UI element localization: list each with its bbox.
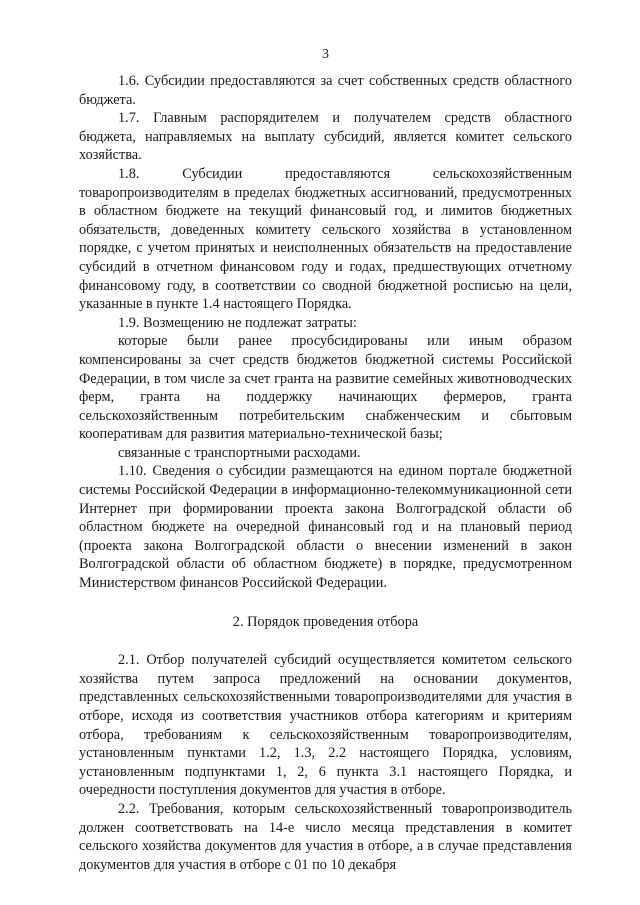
paragraph-group-section-2 [79,651,572,874]
paragraph-1-6: 1.6. Субсидии предоставляются за счет собственных средств областного бюджета. [79,73,572,108]
paragraph-1-9: 1.9. Возмещению не подлежат затраты: [118,314,357,331]
paragraph-1-9-item-2: связанные с транспортными расходами. [118,444,361,461]
paragraph-1-9-item-1: которые были ранее просубсидированы или иным образом компенсированы за счет средств бюджетов бюджетной системы Российской Федерации, в том числе за счет гранта на развитие семейных животноводческих ферм, гранта на поддержку начинающих фермеров, гранта сельскохозяйственным потребительским снабженческим и сбытовым кооперативам для развития материально-технической базы; [79,333,572,443]
paragraph-1-7: 1.7. Главным распорядителем и получателем средств областного бюджета, направляемых на выплату субсидий, является комитет сельского хозяйства. [79,110,572,164]
paragraph-2-2: 2.2. Требования, которым сельскохозяйственный товаропроизводитель должен соответствовать на 14-е число месяца представления в комитет сельского хозяйства документов для участия в отборе, а в случае представления документов для участия в отборе с 01 по 10 декабря [79,800,572,873]
paragraph-group-section-1 [79,72,572,593]
page-number: 3 [322,47,329,62]
paragraph-1-8: 1.8. Субсидии предоставляются сельскохозяйственным товаропроизводителям в пределах бюджетных ассигнований, предусмотренных в областном бюджете на текущий финансовый год, и лимитов бюджетных обязательств, доведенных комитету сельского хозяйства в установленном порядке, с учетом принятых и неисполненных обязательств на предоставление субсидий в отчетном финансовом году и годах, предшествующих отчетному финансовому году, в соответствии со сводной бюджетной росписью на цели, указанные в пункте 1.4 настоящего Порядка. [79,165,572,313]
section-heading: 2. Порядок проведения отбора [232,613,419,630]
paragraph-2-1: 2.1. Отбор получателей субсидий осуществляется комитетом сельского хозяйства путем запроса предложений на основании документов, представленных сельскохозяйственными товаропроизводителями для участия в отборе, исходя из соответствия участников отбора категориям и критериям отбора, требованиям к сельскохозяйственным товаропроизводителям, установленным пунктами 1.2, 1.3, 2.2 настоящего Порядка, условиям, установленным подпунктами 1, 2, 6 пункта 3.1 настоящего Порядка, и очередности поступления документов для участия в отборе. [79,652,572,799]
paragraph-1-10: 1.10. Сведения о субсидии размещаются на едином портале бюджетной системы Российской Федерации в информационно-телекоммуникационной сети Интернет при формировании проекта закона Волгоградской области об областном бюджете на очередной финансовый год и на плановый период (проекта закона Волгоградской области о внесении изменений в закон Волгоградской области об областном бюджете) в порядке, предусмотренном Министерством финансов Российской Федерации. [79,463,572,592]
